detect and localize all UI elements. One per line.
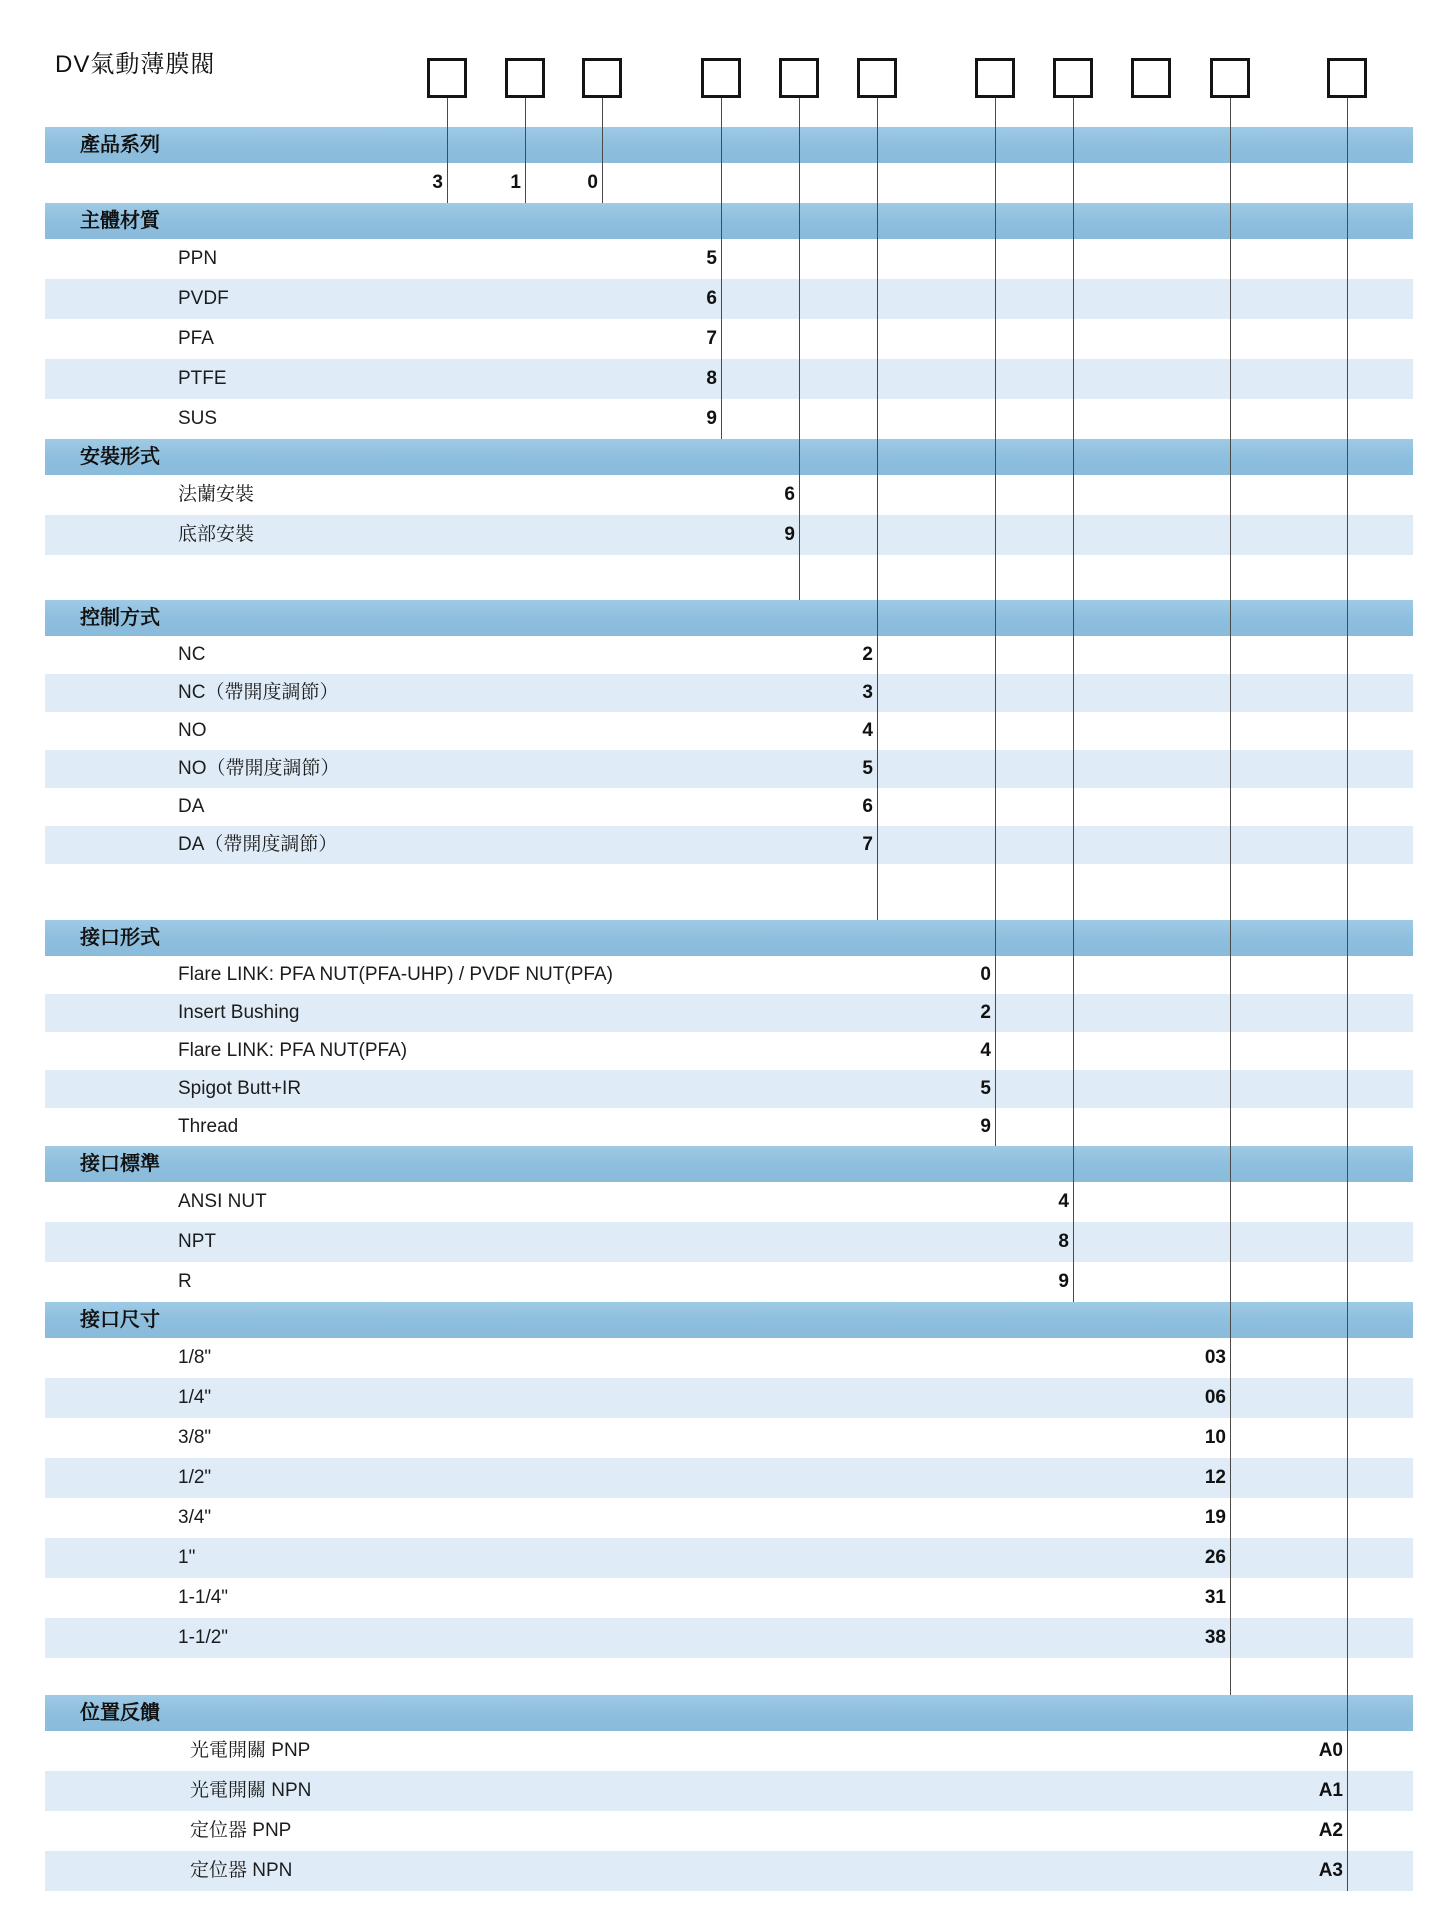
option-row [45, 826, 1413, 864]
option-row [45, 994, 1413, 1032]
code-box [427, 58, 467, 98]
option-code: 03 [1204, 1347, 1226, 1368]
option-row [45, 750, 1413, 788]
option-code: 8 [706, 368, 717, 389]
section-header-body-material: 主體材質 [45, 203, 1413, 239]
option-row [45, 359, 1413, 399]
option-label: Flare LINK: PFA NUT(PFA) [178, 1040, 408, 1061]
leader-line [995, 98, 996, 1146]
series-digit-3: 0 [587, 172, 598, 193]
option-label: Insert Bushing [178, 1002, 300, 1023]
option-row [45, 279, 1413, 319]
option-row [45, 1578, 1413, 1618]
leader-line [877, 98, 878, 920]
option-code: 12 [1204, 1467, 1226, 1488]
option-label: R [178, 1271, 192, 1292]
option-code: 10 [1204, 1427, 1226, 1448]
option-label: NPT [178, 1231, 216, 1252]
code-box [975, 58, 1015, 98]
option-label: 法蘭安裝 [178, 484, 255, 505]
section-header-connection-standard: 接口標準 [45, 1146, 1413, 1182]
option-row [45, 674, 1413, 712]
option-code: 6 [862, 796, 873, 817]
option-code: 19 [1204, 1507, 1226, 1528]
leader-line [1230, 98, 1231, 1695]
option-row [45, 1731, 1413, 1771]
option-code: 7 [862, 834, 873, 855]
option-label: 定位器 PNP [190, 1820, 292, 1841]
option-label: Thread [178, 1116, 239, 1137]
option-label: 1/2" [178, 1467, 212, 1488]
option-label: 3/8" [178, 1427, 212, 1448]
series-digit-1: 3 [432, 172, 443, 193]
option-row [45, 1262, 1413, 1302]
leader-line [602, 98, 603, 203]
option-code: 8 [1058, 1231, 1069, 1252]
option-row [45, 1418, 1413, 1458]
option-row [45, 1032, 1413, 1070]
option-row [45, 239, 1413, 279]
option-code: 5 [980, 1078, 991, 1099]
option-code: 2 [862, 644, 873, 665]
option-label: ANSI NUT [178, 1191, 267, 1212]
option-code: 3 [862, 682, 873, 703]
option-row [45, 1458, 1413, 1498]
option-row [45, 1182, 1413, 1222]
option-code: 5 [862, 758, 873, 779]
section-header-control-mode: 控制方式 [45, 600, 1413, 636]
option-label: 3/4" [178, 1507, 212, 1528]
option-label: Spigot Butt+IR [178, 1078, 302, 1099]
option-code: 9 [706, 408, 717, 429]
option-label: NC [178, 644, 206, 665]
option-label: 光電開關 PNP [190, 1740, 311, 1761]
option-row [45, 515, 1413, 555]
option-row [45, 319, 1413, 359]
option-label: NC（帶開度調節） [178, 682, 339, 703]
option-label: SUS [178, 408, 218, 429]
option-label: DA（帶開度調節） [178, 834, 338, 855]
option-label: DA [178, 796, 205, 817]
code-box [1053, 58, 1093, 98]
option-code: 38 [1204, 1627, 1226, 1648]
leader-line [1347, 98, 1348, 1891]
option-code: 4 [862, 720, 873, 741]
option-label: Flare LINK: PFA NUT(PFA-UHP) / PVDF NUT(PFA) [178, 964, 613, 985]
option-label: 1-1/4" [178, 1587, 229, 1608]
code-box [505, 58, 545, 98]
option-label: 光電開關 NPN [190, 1780, 312, 1801]
option-code: 06 [1204, 1387, 1226, 1408]
option-code: 5 [706, 248, 717, 269]
option-row [45, 1618, 1413, 1658]
code-box [857, 58, 897, 98]
option-label: 1-1/2" [178, 1627, 229, 1648]
leader-line [1073, 98, 1074, 1302]
option-row [45, 1851, 1413, 1891]
leader-line [525, 98, 526, 203]
leader-line [799, 98, 800, 600]
option-code: A0 [1318, 1740, 1343, 1761]
option-row [45, 1771, 1413, 1811]
option-code: A1 [1318, 1780, 1343, 1801]
code-box [779, 58, 819, 98]
option-code: 6 [706, 288, 717, 309]
code-box [1210, 58, 1250, 98]
option-code: 4 [1058, 1191, 1069, 1212]
option-row [45, 1108, 1413, 1146]
option-label: 底部安裝 [178, 524, 255, 545]
option-row [45, 475, 1413, 515]
option-code: 9 [980, 1116, 991, 1137]
option-row [45, 712, 1413, 750]
code-box [1327, 58, 1367, 98]
option-label: PPN [178, 248, 218, 269]
series-digit-2: 1 [510, 172, 521, 193]
option-code: 0 [980, 964, 991, 985]
option-label: PVDF [178, 288, 229, 309]
option-code: 31 [1204, 1587, 1226, 1608]
option-row [45, 1498, 1413, 1538]
option-code: 4 [980, 1040, 991, 1061]
option-code: A3 [1318, 1860, 1343, 1881]
section-header-connection-type: 接口形式 [45, 920, 1413, 956]
option-row [45, 399, 1413, 439]
page-title: DV氣動薄膜閥 [55, 51, 216, 78]
option-label: PFA [178, 328, 214, 349]
option-row [45, 1538, 1413, 1578]
option-label: 定位器 NPN [190, 1860, 293, 1881]
option-row [45, 1378, 1413, 1418]
option-row [45, 1811, 1413, 1851]
option-label: PTFE [178, 368, 227, 389]
section-header-connection-size: 接口尺寸 [45, 1302, 1413, 1338]
option-code: 9 [1058, 1271, 1069, 1292]
option-code: 6 [784, 484, 795, 505]
section-header-position-feedback: 位置反饋 [45, 1695, 1413, 1731]
option-row [45, 636, 1413, 674]
option-row [45, 788, 1413, 826]
option-label: 1/8" [178, 1347, 212, 1368]
option-label: 1/4" [178, 1387, 212, 1408]
leader-line [447, 98, 448, 203]
option-row [45, 1222, 1413, 1262]
code-box [701, 58, 741, 98]
option-code: 26 [1204, 1547, 1226, 1568]
code-box [1131, 58, 1171, 98]
section-header-mounting-type: 安裝形式 [45, 439, 1413, 475]
code-box [582, 58, 622, 98]
option-code: 7 [706, 328, 717, 349]
option-label: NO（帶開度調節） [178, 758, 340, 779]
leader-line [721, 98, 722, 439]
section-header-product-series: 產品系列 [45, 127, 1413, 163]
option-code: 9 [784, 524, 795, 545]
option-code: 2 [980, 1002, 991, 1023]
option-label: NO [178, 720, 207, 741]
option-label: 1" [178, 1547, 196, 1568]
sections [45, 127, 1413, 1891]
option-row [45, 1070, 1413, 1108]
option-code: A2 [1318, 1820, 1343, 1841]
series-digits-row [45, 163, 1413, 203]
option-row [45, 1338, 1413, 1378]
option-row [45, 956, 1413, 994]
